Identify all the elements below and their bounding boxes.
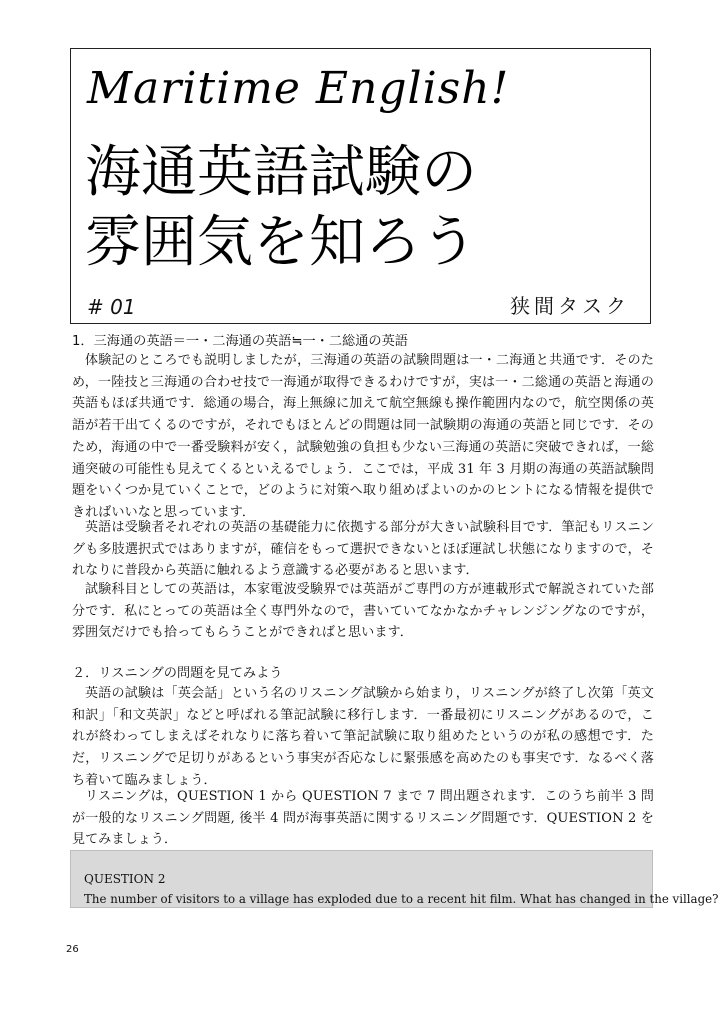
title-box [70, 48, 651, 324]
question-label: QUESTION 2 [84, 872, 166, 886]
question-box [70, 850, 719, 908]
title-japanese-line-1: 海通英語試験の [85, 140, 477, 205]
page-number: 26 [66, 944, 79, 955]
section-2-paragraph-1: 英語の試験は「英会話」という名のリスニング試験から始まり，リスニングが終了し次第「英文和訳」「和文英訳」などと呼ばれる筆記試験に移行します．一番最初にリスニングがあるので，これが終わってしまえばそれなりに落ち着いて筆記試験に取り組めたというのが私の感想です．ただ，リスニングで足切りがあるという事実が否応なしに緊張感を高めたのも事実です．なるべく落ち着いて臨みましょう． [72, 686, 654, 788]
section-1-paragraph-1: 体験記のところでも説明しましたが，三海通の英語の試験問題は一・二海通と共通です．そのため，一陸技と三海通の合わせ技で一海通が取得できるわけですが，実は一・二総通の英語と海通の英語もほぼ共通です．総通の場合，海上無線に加えて航空無線も操作範囲内なので，航空関係の英語が若干出てくるのですが，それでもほとんどの問題は同一試験期の海通の英語と同じです．そのため，海通の中で一番受験料が安く，試験勉強の負担も少ない三海通の英語に突破できれば，一総通突破の可能性も見えてくるといえるでしょう．ここでは，平成 31 年 3 月期の海通の英語試験問題をいくつか見ていくことで，どのように対策へ取り組めばよいのかのヒントになる情報を提供できればいいなと思っています． [72, 353, 654, 520]
question-text: The number of visitors to a village has exploded due to a recent hit film. What has changed in the village? [84, 892, 719, 906]
section-1-heading: 1．三海通の英語＝一・二海通の英語≒一・二総通の英語 [72, 334, 408, 349]
author-name: 狭間タスク [510, 294, 630, 318]
section-1-paragraph-2: 英語は受験者それぞれの英語の基礎能力に依拠する部分が大きい試験科目です．筆記もリスニングも多肢選択式ではありますが，確信をもって選択できないとほぼ運試し状態になりますので，それなりに普段から英語に触れるよう意識する必要があると思います． [72, 520, 654, 579]
section-2-paragraph-2: リスニングは，QUESTION 1 から QUESTION 7 まで 7 問出題されます．このうち前半 3 問が一般的なリスニング問題, 後半 4 問が海事英語に関するリスニング問題です．QUESTION 2 を見てみましょう． [72, 789, 654, 848]
title-english: Maritime English! [87, 63, 510, 114]
section-2-heading: ２．リスニングの問題を見てみよう [72, 666, 283, 681]
section-1-paragraph-3: 試験科目としての英語は，本家電波受験界では英語がご専門の方が連載形式で解説されていた部分です．私にとっての英語は全く専門外なので，書いていてなかなかチャレンジングなのですが，雰囲気だけでも拾ってもらうことができればと思います． [72, 582, 654, 641]
issue-number: # 01 [87, 295, 136, 319]
title-japanese-line-2: 雰囲気を知ろう [85, 210, 477, 275]
